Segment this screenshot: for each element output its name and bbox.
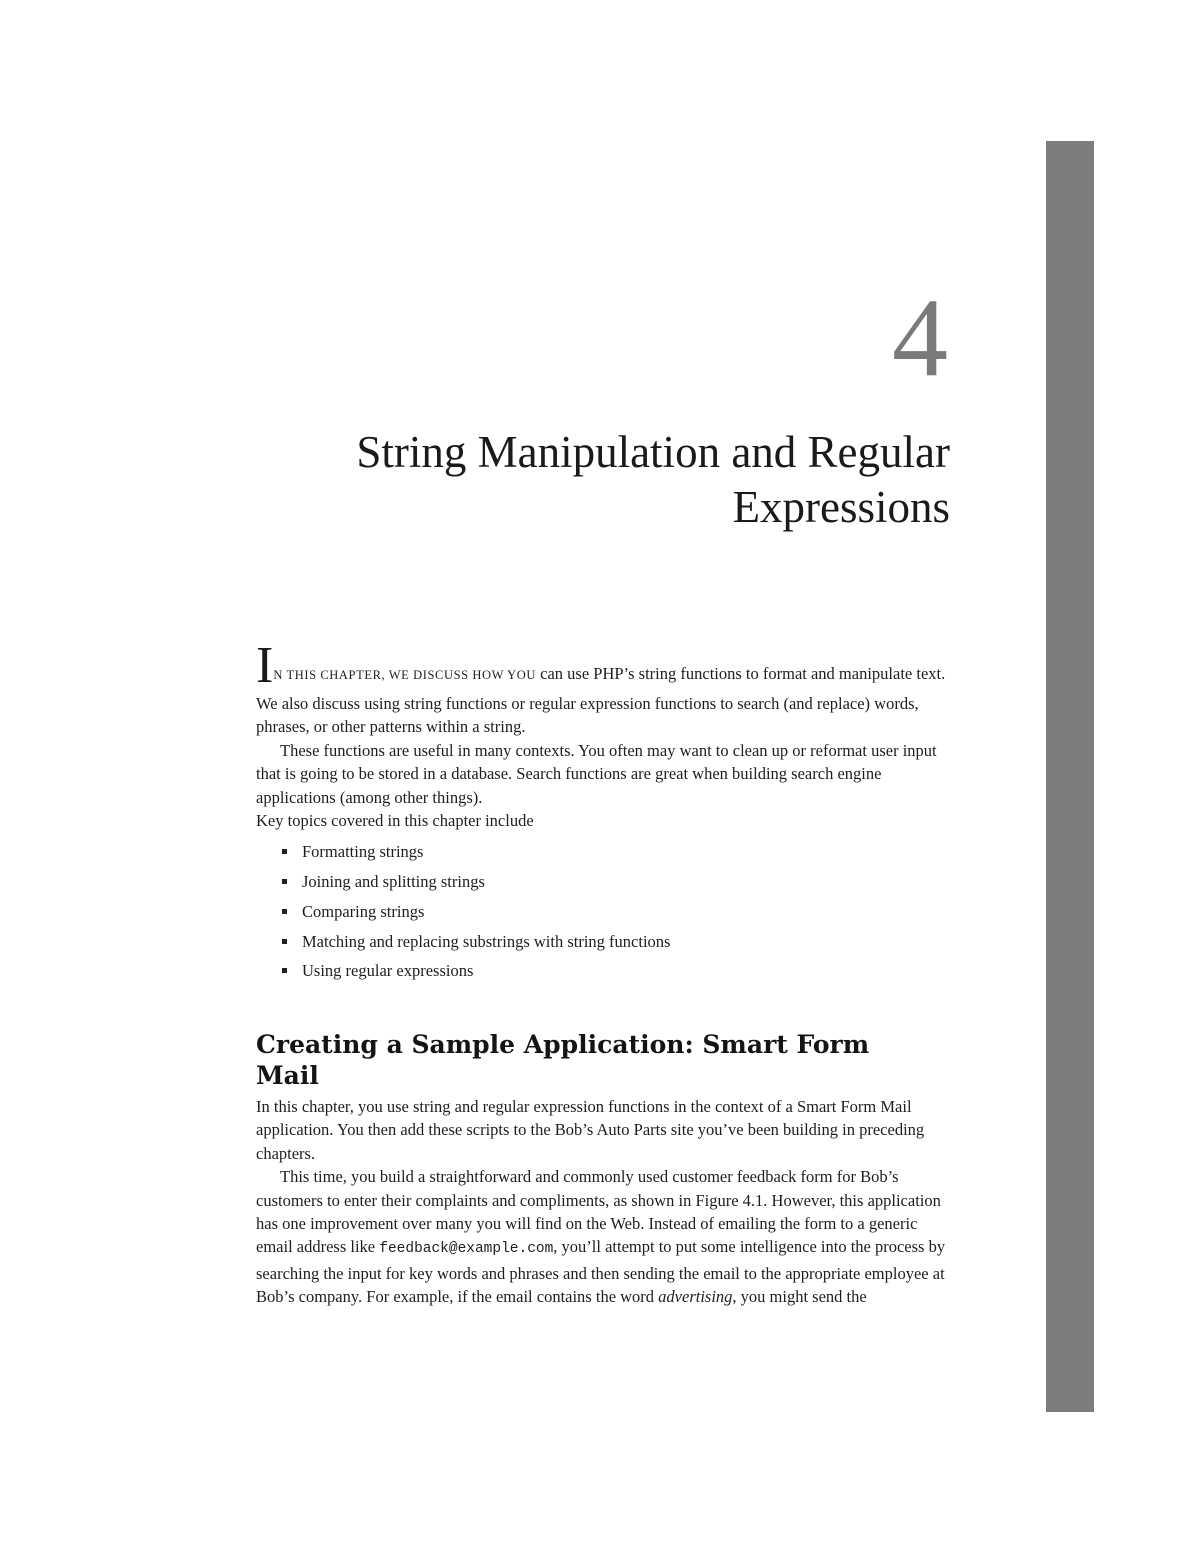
emphasis-word: advertising — [658, 1287, 733, 1307]
bullet-icon — [282, 909, 287, 914]
chapter-title-line-1: String Manipulation and Regular — [356, 427, 950, 477]
list-item — [280, 870, 946, 900]
section-heading: Creating a Sample Application: Smart Form Mail — [256, 1029, 870, 1090]
chapter-title-line-2: Expressions — [732, 482, 950, 532]
bullet-icon — [282, 968, 287, 973]
list-item — [280, 900, 946, 930]
list-item — [280, 840, 946, 870]
page-body — [256, 637, 946, 1309]
list-item-text: Matching and replacing substrings with string functions — [302, 931, 671, 951]
intro-paragraph-1 — [256, 637, 946, 739]
drop-cap: I — [256, 637, 274, 694]
chapter-title — [250, 425, 950, 535]
intro-paragraph-1-text: can use PHP’s string functions to format and manipulate text. We also discuss using string functions or regular expression functions to search (and replace) words, phrases, or other patterns within a string. — [256, 664, 946, 737]
section-paragraph-2-part-1: This time, you build a straightforward and commonly used customer feedback form for Bob’s customers to enter their complaints and compliments, as shown in Figure 4.1. However, this application has one improvement over many you will find on the Web. Instead of emailing the form to a generic email address like — [256, 1167, 941, 1257]
bullet-icon — [282, 879, 287, 884]
intro-paragraph-2: These functions are useful in many contexts. You often may want to clean up or reformat user input that is going to be stored in a database. Search functions are great when building search engine applications (among other things). — [256, 740, 937, 807]
list-item-text: Comparing strings — [302, 901, 425, 921]
bullet-icon — [282, 849, 287, 854]
list-item-text: Formatting strings — [302, 842, 424, 862]
list-item — [280, 959, 946, 989]
section-paragraph-2-part-3: , you might send the — [732, 1287, 867, 1307]
chapter-number: 4 — [892, 276, 948, 400]
email-address: feedback@example.com — [379, 1241, 554, 1258]
intro-paragraph-3: Key topics covered in this chapter include — [256, 811, 534, 831]
chapter-side-tab — [1046, 141, 1094, 1412]
list-item — [280, 930, 946, 960]
list-item-text: Joining and splitting strings — [302, 872, 485, 892]
bullet-icon — [282, 939, 287, 944]
key-topics-list — [256, 840, 946, 988]
section-paragraph-2 — [256, 1165, 946, 1308]
section-paragraph-2-part-2: , you’ll attempt to put some intelligence into the process by searching the input for key words and phrases and then sending the email to the appropriate employee at Bob’s company. For example, if the email contains the word — [256, 1237, 946, 1307]
intro-smallcaps: N THIS CHAPTER, WE DISCUSS HOW YOU — [273, 668, 536, 682]
list-item-text: Using regular expressions — [302, 961, 474, 981]
section-paragraph-1: In this chapter, you use string and regular expression functions in the context of a Smart Form Mail application. You then add these scripts to the Bob’s Auto Parts site you’ve been building in preceding chapters. — [256, 1096, 925, 1163]
